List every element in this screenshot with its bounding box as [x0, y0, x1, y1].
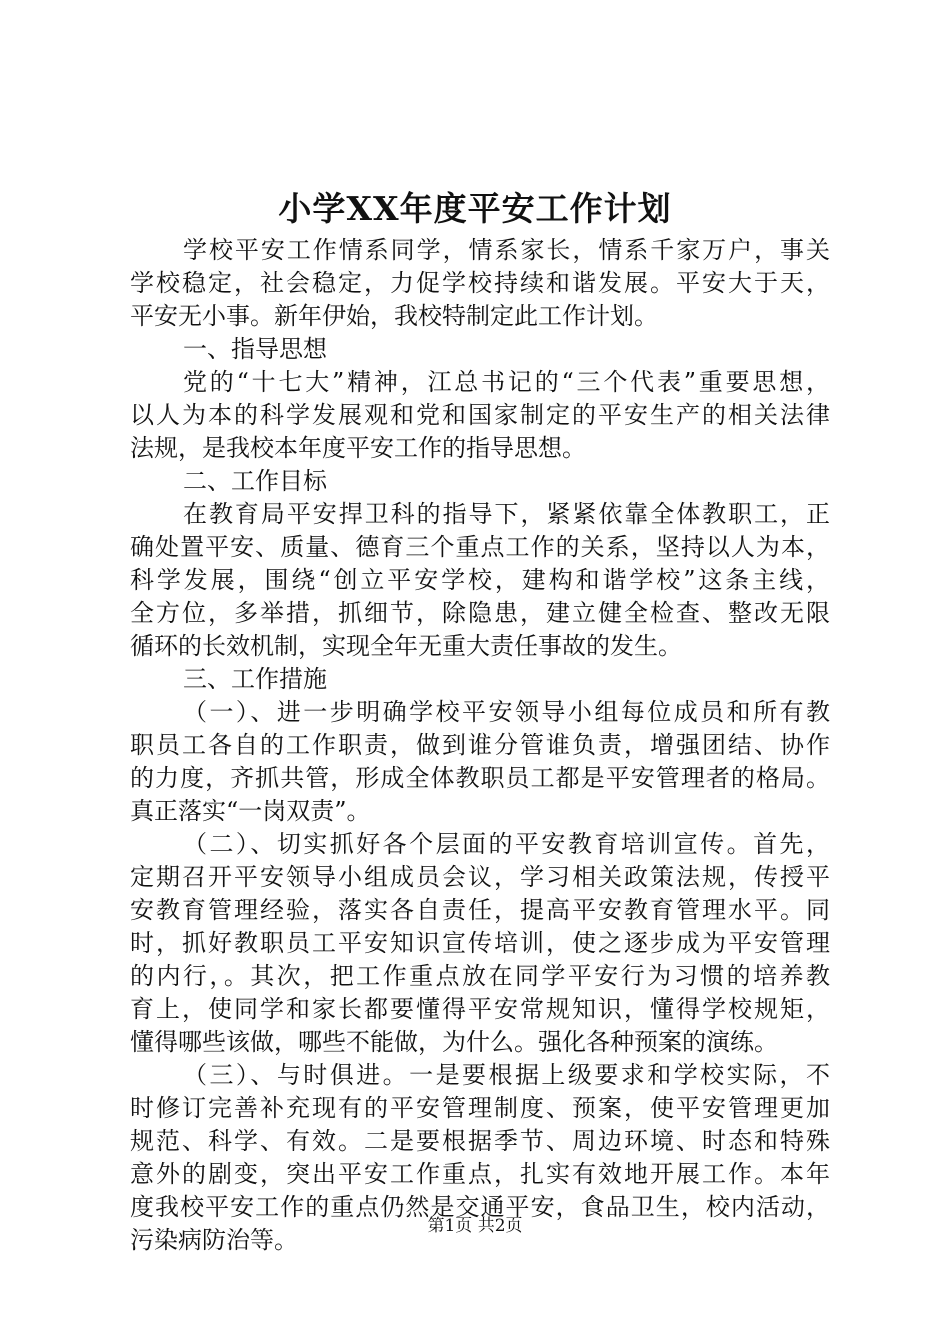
text-line: 科学发展，围绕“创立平安学校，建构和谐学校”这条主线， — [130, 566, 830, 594]
text-line: 循环的长效机制，实现全年无重大责任事故的发生。 — [130, 632, 682, 660]
text-line: 育上，使同学和家长都要懂得平安常规知识，懂得学校规矩， — [130, 995, 830, 1023]
text-line: 时修订完善补充现有的平安管理制度、预案，使平安管理更加 — [130, 1094, 830, 1122]
text-line: 确处置平安、质量、德育三个重点工作的关系，坚持以人为本， — [130, 533, 830, 561]
text-line: （三）、与时俱进。一是要根据上级要求和学校实际，不 — [183, 1061, 830, 1089]
text-line: 平安无小事。新年伊始，我校特制定此工作计划。 — [130, 302, 658, 330]
text-line: 党的“十七大”精神，江总书记的“三个代表”重要思想， — [183, 368, 830, 396]
text-line: 时，抓好教职员工平安知识宣传培训，使之逐步成为平安管理 — [130, 929, 830, 957]
text-line: （二）、切实抓好各个层面的平安教育培训宣传。首先， — [183, 830, 830, 858]
text-line: 污染病防治等。 — [130, 1226, 298, 1254]
document-body — [130, 234, 830, 1257]
text-line: 真正落实“一岗双责”。 — [130, 797, 371, 825]
section-heading: 二、工作目标 — [183, 467, 327, 495]
text-line: 全方位，多举措，抓细节，除隐患，建立健全检查、整改无限 — [130, 599, 830, 627]
text-line: 定期召开平安领导小组成员会议，学习相关政策法规，传授平 — [130, 863, 830, 891]
section-heading: 三、工作措施 — [183, 665, 327, 693]
text-line: （一）、进一步明确学校平安领导小组每位成员和所有教 — [183, 698, 830, 726]
section-heading: 一、指导思想 — [183, 335, 327, 363]
text-line: 懂得哪些该做，哪些不能做，为什么。强化各种预案的演练。 — [130, 1028, 778, 1056]
text-line: 度我校平安工作的重点仍然是交通平安，食品卫生，校内活动， — [130, 1193, 830, 1221]
text-line: 的力度，齐抓共管，形成全体教职员工都是平安管理者的格局。 — [130, 764, 830, 792]
text-line: 意外的剧变，突出平安工作重点，扎实有效地开展工作。本年 — [130, 1160, 830, 1188]
text-line: 在教育局平安捍卫科的指导下，紧紧依靠全体教职工，正 — [183, 500, 830, 528]
text-line: 安教育管理经验，落实各自责任，提高平安教育管理水平。同 — [130, 896, 830, 924]
text-line: 学校稳定，社会稳定，力促学校持续和谐发展。平安大于天， — [130, 269, 830, 297]
text-line: 法规，是我校本年度平安工作的指导思想。 — [130, 434, 586, 462]
text-line: 的内行，。其次，把工作重点放在同学平安行为习惯的培养教 — [130, 962, 830, 990]
text-line: 规范、科学、有效。二是要根据季节、周边环境、时态和特殊 — [130, 1127, 830, 1155]
page-footer: 第1页 共2页 — [427, 1216, 523, 1236]
document-title: 小学XX年度平安工作计划 — [278, 189, 672, 228]
text-line: 职员工各自的工作职责，做到谁分管谁负责，增强团结、协作 — [130, 731, 830, 759]
text-line: 学校平安工作情系同学，情系家长，情系千家万户，事关 — [183, 236, 830, 264]
text-line: 以人为本的科学发展观和党和国家制定的平安生产的相关法律 — [130, 401, 830, 429]
